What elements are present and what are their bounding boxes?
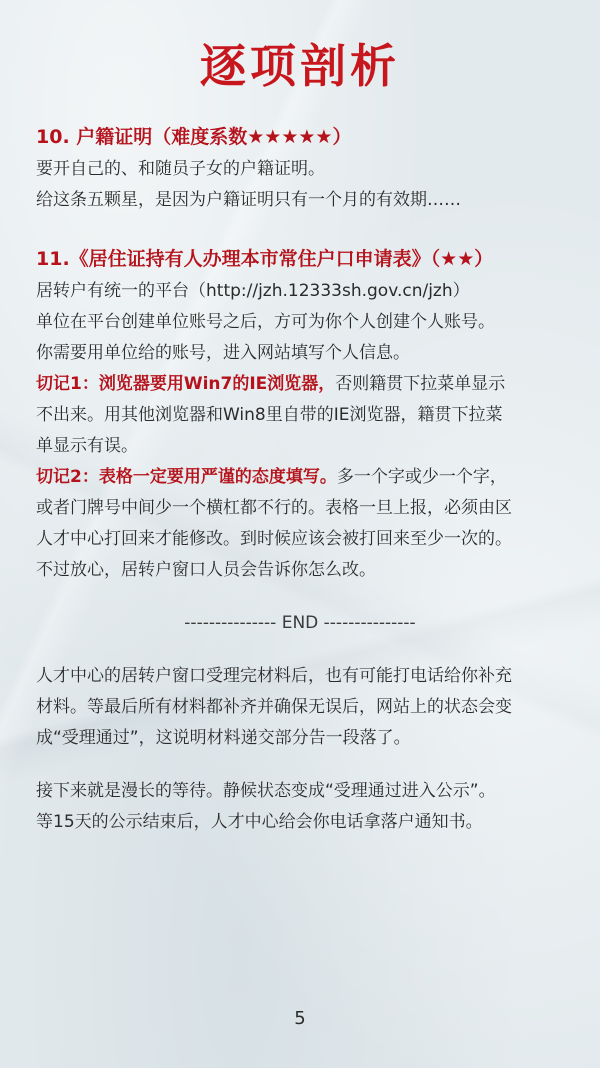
note-1-line: 单显示有误。 [36,436,138,456]
paragraph-line: 材料。等最后所有材料都补齐并确保无误后，网站上的状态会变 [36,697,512,717]
main-content [36,120,576,838]
note-2-rest: 多一个字或少一个字， [336,467,507,487]
note-2-line: 人才中心打回来才能修改。到时候应该会被打回来至少一次的。 [36,529,512,549]
note-2-line: 不过放心，居转户窗口人员会告诉你怎么改。 [36,560,376,580]
paragraph-1 [36,661,576,754]
paragraph-line: 等15天的公示结束后，人才中心给会你电话拿落户通知书。 [36,812,483,832]
spacer [36,639,576,661]
section-11-line: 单位在平台创建单位账号之后，方可为你个人创建个人账号。 [36,312,495,332]
note-1-highlight: 切记1：浏览器要用Win7的IE浏览器， [36,374,336,394]
page-number: 5 [294,1008,306,1029]
section-11-line: 居转户有统一的平台（http://jzh.12333sh.gov.cn/jzh） [36,281,470,301]
section-10-line: 给这条五颗星，是因为户籍证明只有一个月的有效期…… [36,190,461,210]
section-10 [36,120,576,216]
note-1-line: 不出来。用其他浏览器和Win8里自带的IE浏览器，籍贯下拉菜 [36,405,503,425]
section-11 [36,242,576,586]
section-11-heading: 11.《居住证持有人办理本市常住户口申请表》（★★） [36,248,494,270]
spacer [36,754,576,776]
section-10-heading: 10. 户籍证明（难度系数★★★★★） [36,126,352,148]
spacer [36,216,576,242]
end-divider: --------------- END --------------- [184,613,416,633]
paragraph-line: 接下来就是漫长的等待。静候状态变成“受理通过进入公示”。 [36,781,496,801]
note-1-first-line [36,369,576,400]
paragraph-2 [36,776,576,838]
note-2-line: 或者门牌号中间少一个横杠都不行的。表格一旦上报，必须由区 [36,498,512,518]
page-title: 逐项剖析 [200,39,400,93]
note-2-highlight: 切记2：表格一定要用严谨的态度填写。 [36,467,337,487]
section-11-line: 你需要用单位给的账号，进入网站填写个人信息。 [36,343,410,363]
paragraph-line: 成“受理通过”，这说明材料递交部分告一段落了。 [36,728,411,748]
spacer [36,586,576,608]
note-1-rest: 否则籍贯下拉菜单显示 [335,374,506,394]
paragraph-line: 人才中心的居转户窗口受理完材料后，也有可能打电话给你补充 [36,666,512,686]
note-2-first-line [36,462,576,493]
section-10-line: 要开自己的、和随员子女的户籍证明。 [36,159,325,179]
